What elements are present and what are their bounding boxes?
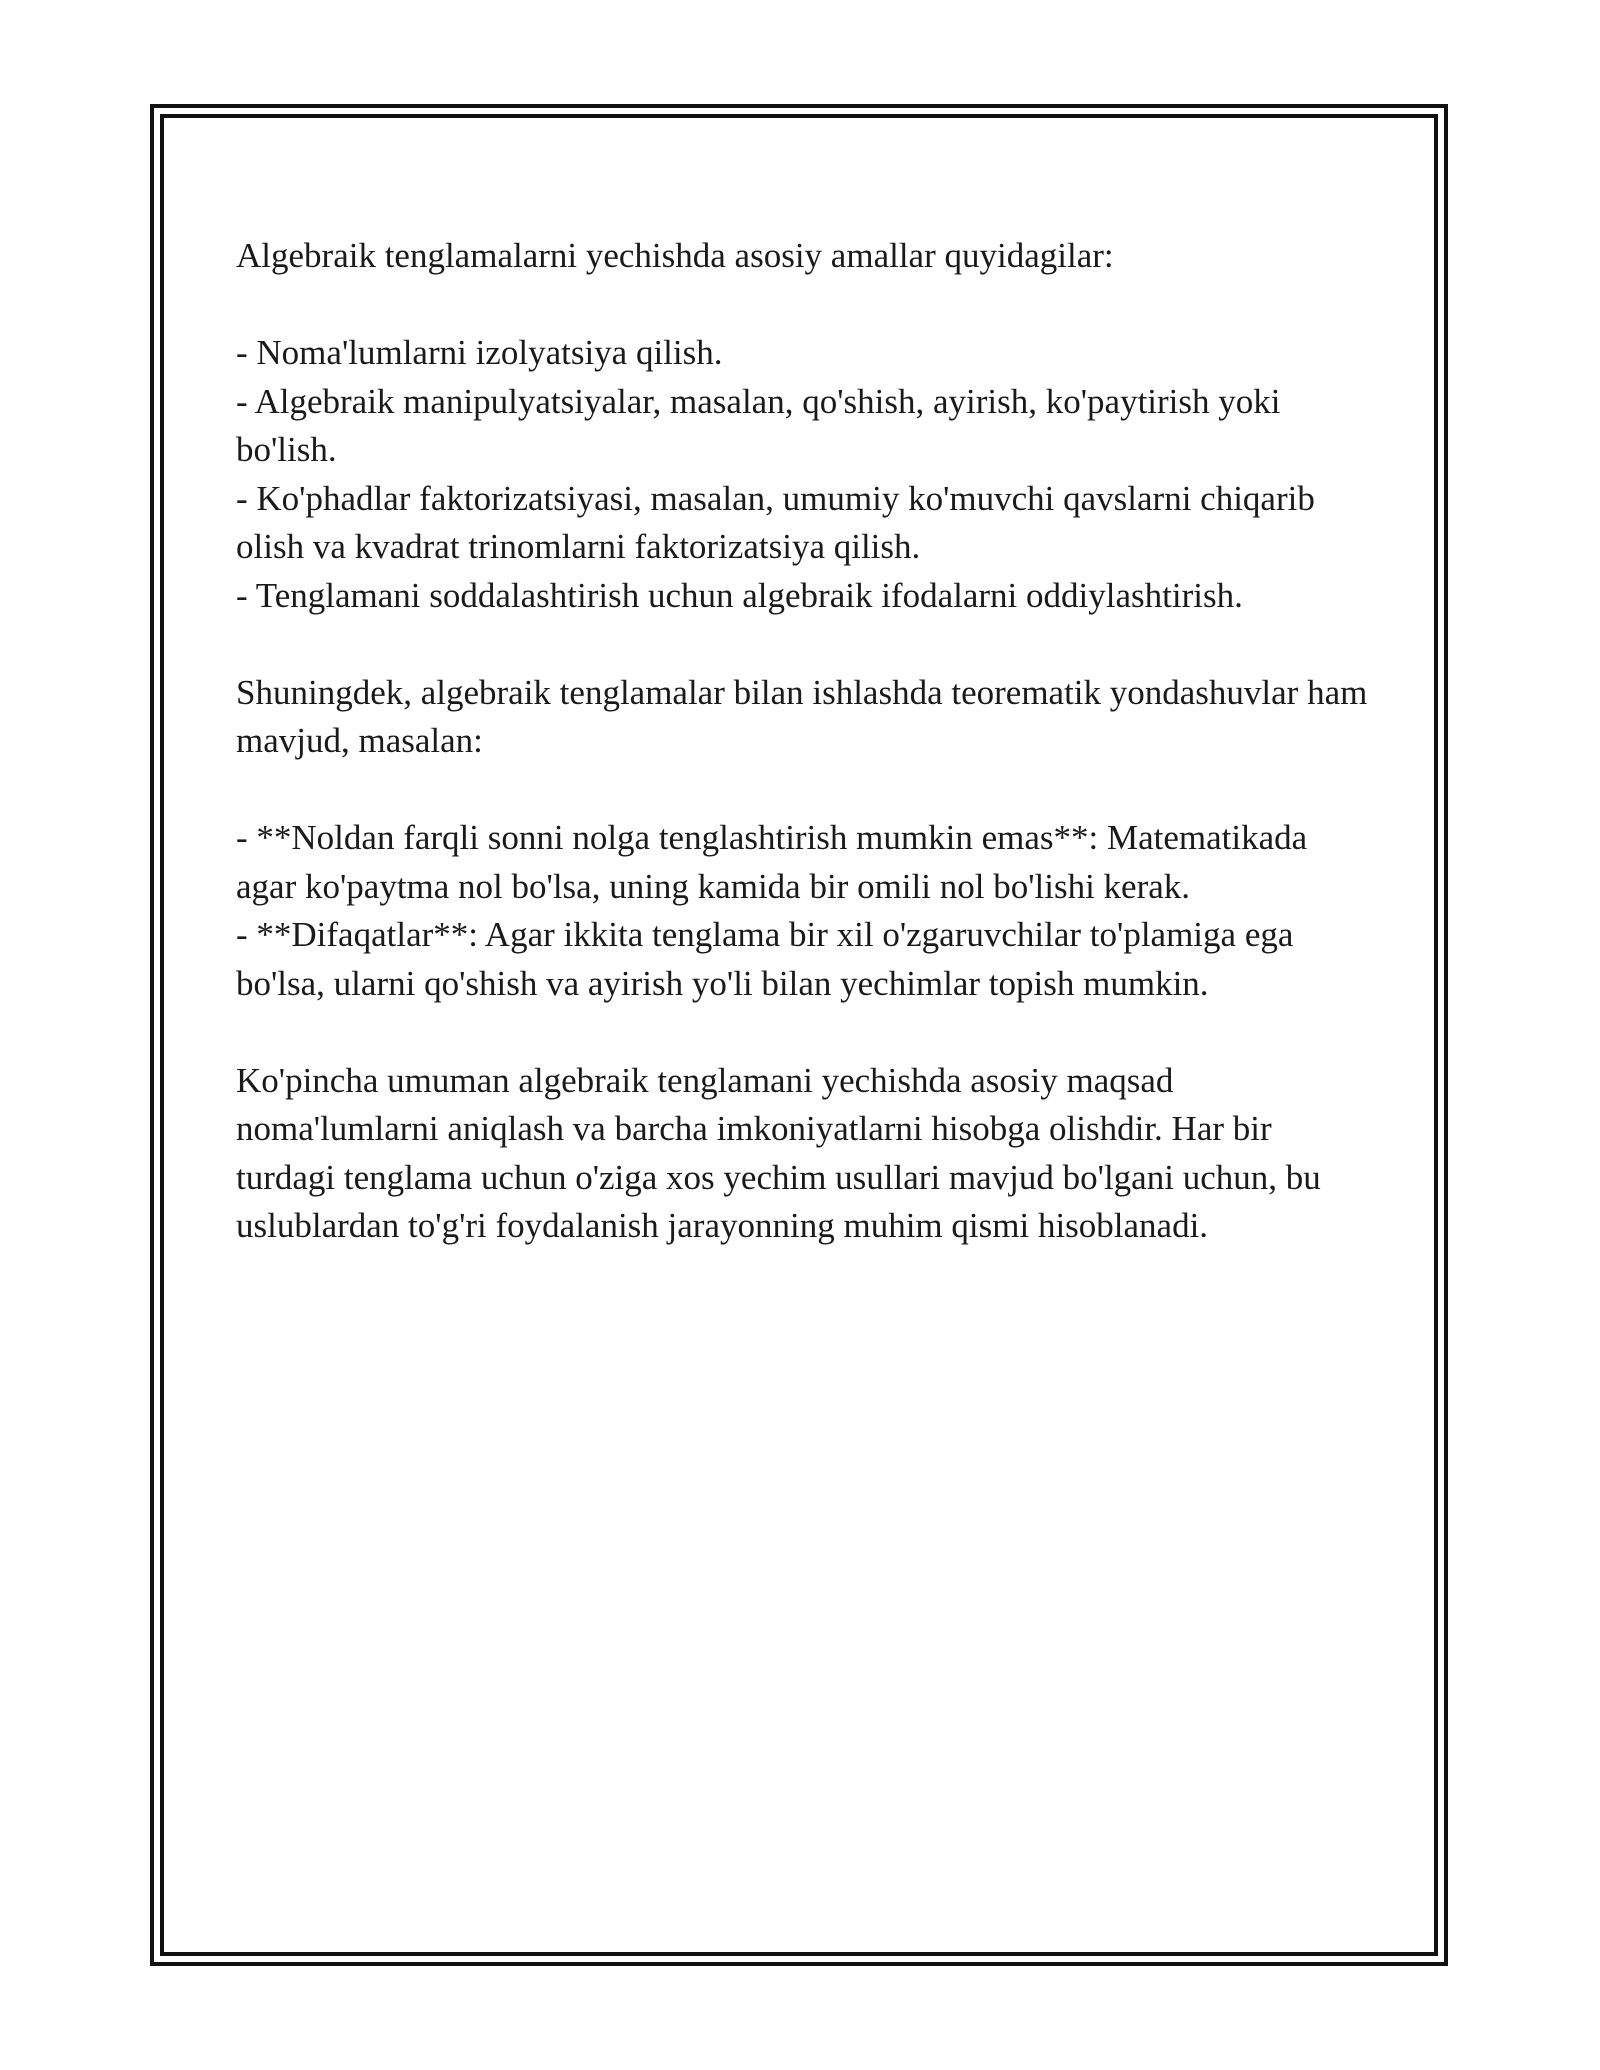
intro-paragraph: Algebraik tenglamalarni yechishda asosiy amallar quyidagilar:	[236, 236, 1114, 275]
paragraph-gap	[236, 620, 1376, 669]
paragraph-gap	[236, 766, 1376, 815]
list-item: - **Difaqatlar**: Agar ikkita tenglama bir xil o'zgaruvchilar to'plamiga ega bo'lsa, ularni qo'shish va ayirish yo'li bilan yechimlar topish mumkin.	[236, 915, 1294, 1003]
list-item: - Noma'lumlarni izolyatsiya qilish.	[236, 333, 723, 372]
conclusion-paragraph: Ko'pincha umuman algebraik tenglamani yechishda asosiy maqsad noma'lumlarni aniqlash va barcha imkoniyatlarni hisobga olishdir. Har bir turdagi tenglama uchun o'ziga xos yechim usullari mavjud bo'lgani uchun, bu uslublardan to'g'ri foydalanish jarayonning muhim qismi hisoblanadi.	[236, 1060, 1321, 1245]
list-item: - Tenglamani soddalashtirish uchun algebraik ifodalarni oddiylashtirish.	[236, 575, 1243, 615]
list-item: - Algebraik manipulyatsiyalar, masalan, qo'shish, ayirish, ko'paytirish yoki bo'lish.	[236, 381, 1281, 469]
document-body	[236, 232, 1376, 1251]
paragraph-gap	[236, 281, 1376, 330]
list-item: - **Noldan farqli sonni nolga tenglashtirish mumkin emas**: Matematikada agar ko'paytma nol bo'lsa, uning kamida bir omili nol bo'lishi kerak.	[236, 818, 1308, 906]
list-item: - Ko'phadlar faktorizatsiyasi, masalan, umumiy ko'muvchi qavslarni chiqarib olish va kvadrat trinomlarni faktorizatsiya qilish.	[236, 478, 1315, 566]
theory-paragraph: Shuningdek, algebraik tenglamalar bilan ishlashda teorematik yondashuvlar ham mavjud, masalan:	[236, 672, 1368, 760]
paragraph-gap	[236, 1008, 1376, 1057]
